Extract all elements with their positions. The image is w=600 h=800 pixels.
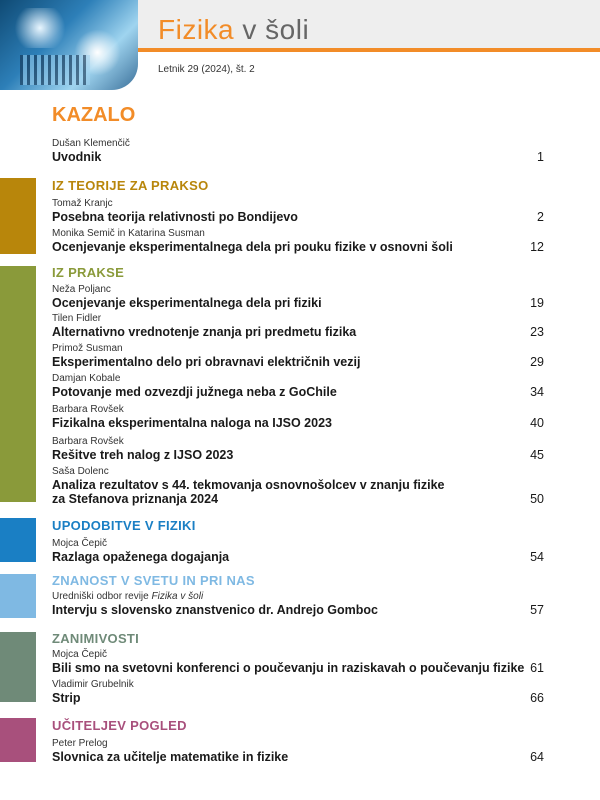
- entry-author: Damjan Kobale: [52, 373, 121, 384]
- entry-title-line2[interactable]: za Stefanova priznanja 2024: [52, 492, 219, 506]
- entry-page: 1: [537, 150, 544, 164]
- entry-title[interactable]: Intervju s slovensko znanstvenico dr. Andrejo Gomboc: [52, 603, 379, 617]
- journal-title-part1: Fizika: [158, 14, 235, 45]
- entry-author: Mojca Čepič: [52, 649, 108, 660]
- entry-page: 19: [530, 296, 544, 310]
- toc-entry[interactable]: [52, 738, 544, 764]
- toc-entry[interactable]: [52, 404, 544, 430]
- entry-page: 34: [530, 385, 544, 399]
- entry-page: 50: [530, 492, 544, 506]
- entry-author: Monika Semič in Katarina Susman: [52, 228, 205, 239]
- entry-author: Tomaž Kranjc: [52, 198, 113, 209]
- entry-title[interactable]: Razlaga opaženega dogajanja: [52, 550, 230, 564]
- entry-title[interactable]: Slovnica za učitelje matematike in fizike: [52, 750, 289, 764]
- entry-author: Barbara Rovšek: [52, 436, 124, 447]
- entry-title[interactable]: Alternativno vrednotenje znanja pri predmetu fizika: [52, 325, 357, 339]
- entry-author: Neža Poljanc: [52, 284, 111, 295]
- entry-title[interactable]: Fizikalna eksperimentalna naloga na IJSO 2023: [52, 416, 332, 430]
- toc-entry[interactable]: [52, 373, 544, 399]
- section-color-bar: [0, 266, 36, 502]
- toc-entry[interactable]: [52, 679, 544, 705]
- entry-title[interactable]: Rešitve treh nalog z IJSO 2023: [52, 448, 234, 462]
- section-heading: UPODOBITVE V FIZIKI: [52, 518, 196, 533]
- issue-info: Letnik 29 (2024), št. 2: [158, 64, 255, 75]
- entry-title[interactable]: Ocenjevanje eksperimentalnega dela pri pouku fizike v osnovni šoli: [52, 240, 453, 254]
- section-color-bar: [0, 178, 36, 254]
- header-divider: [138, 48, 600, 52]
- section-color-bar: [0, 574, 36, 618]
- toc-entry[interactable]: [52, 649, 544, 675]
- entry-page: 12: [530, 240, 544, 254]
- entry-title[interactable]: Posebna teorija relativnosti po Bondijevo: [52, 210, 298, 224]
- section-heading: ZANIMIVOSTI: [52, 631, 140, 646]
- entry-page: 2: [537, 210, 544, 224]
- toc-entry[interactable]: [52, 591, 544, 617]
- entry-author: Vladimir Grubelnik: [52, 679, 134, 690]
- entry-author: Saša Dolenc: [52, 466, 109, 477]
- toc-entry[interactable]: [52, 284, 544, 310]
- section-heading: UČITELJEV POGLED: [52, 718, 187, 733]
- entry-page: 23: [530, 325, 544, 339]
- section-color-bar: [0, 518, 36, 562]
- entry-title[interactable]: Ocenjevanje eksperimentalnega dela pri fiziki: [52, 296, 322, 310]
- toc-entry[interactable]: [52, 538, 544, 564]
- entry-author-prefix: Uredniški odbor revije: [52, 591, 152, 602]
- entry-author: Primož Susman: [52, 343, 123, 354]
- entry-page: 57: [530, 603, 544, 617]
- journal-title: [158, 14, 309, 46]
- entry-title[interactable]: Strip: [52, 691, 81, 705]
- entry-title-line1[interactable]: Analiza rezultatov s 44. tekmovanja osnovnošolcev v znanju fizike: [52, 478, 445, 492]
- toc-entry[interactable]: [52, 313, 544, 339]
- section-color-bar: [0, 718, 36, 762]
- toc-entry[interactable]: [52, 138, 544, 164]
- entry-title[interactable]: Uvodnik: [52, 150, 102, 164]
- section-heading: ZNANOST V SVETU IN PRI NAS: [52, 573, 255, 588]
- entry-page: 66: [530, 691, 544, 705]
- cover-photo: [0, 0, 138, 90]
- journal-name: Fizika v šoli: [151, 591, 204, 602]
- entry-title[interactable]: Bili smo na svetovni konferenci o poučevanju in raziskavah o poučevanju fizike: [52, 661, 525, 675]
- entry-page: 61: [530, 661, 544, 675]
- toc-entry[interactable]: [52, 436, 544, 462]
- entry-author: Peter Prelog: [52, 738, 108, 749]
- entry-page: 45: [530, 448, 544, 462]
- toc-entry[interactable]: [52, 198, 544, 224]
- toc-title: KAZALO: [52, 104, 136, 126]
- entry-page: 29: [530, 355, 544, 369]
- section-heading: IZ PRAKSE: [52, 265, 125, 280]
- section-heading: IZ TEORIJE ZA PRAKSO: [52, 178, 209, 193]
- entry-page: 64: [530, 750, 544, 764]
- toc-entry[interactable]: [52, 228, 544, 254]
- toc-entry[interactable]: [52, 343, 544, 369]
- entry-author: Dušan Klemenčič: [52, 138, 130, 149]
- entry-page: 40: [530, 416, 544, 430]
- entry-author: Barbara Rovšek: [52, 404, 124, 415]
- entry-title[interactable]: Potovanje med ozvezdji južnega neba z GoChile: [52, 385, 337, 399]
- section-color-bar: [0, 632, 36, 702]
- journal-title-part2: v šoli: [242, 14, 310, 45]
- entry-title[interactable]: Eksperimentalno delo pri obravnavi električnih vezij: [52, 355, 361, 369]
- entry-author: Tilen Fidler: [52, 313, 102, 324]
- entry-page: 54: [530, 550, 544, 564]
- entry-author: [52, 591, 544, 603]
- toc-entry[interactable]: [52, 466, 544, 506]
- entry-author: Mojca Čepič: [52, 538, 108, 549]
